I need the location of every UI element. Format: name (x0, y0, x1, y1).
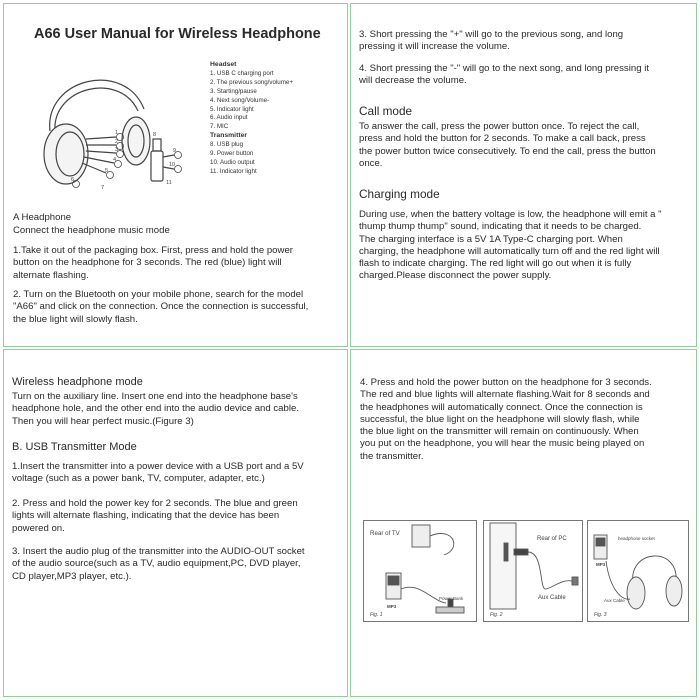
fig3-socket-label: headphone socket (618, 536, 655, 541)
diagram-number-2: 2 (115, 139, 119, 145)
usb-step-3: 3. Insert the audio plug of the transmitter into the AUDIO-OUT socket of the audio source(such as a TV, audio equipment,PC, DVD player, CD player,MP3 player, etc.). (12, 546, 305, 582)
parts-list (210, 61, 293, 177)
charging-mode-heading: Charging mode (359, 187, 440, 201)
call-mode-text: To answer the call, press the power button once. To reject the call, press and hold the button for 2 seconds. To make a call back, press the power button twice consecutively. To end the call, press the button once. (359, 121, 656, 169)
fig2-rear-label: Rear of PC (537, 536, 567, 542)
diagram-number-6: 6 (71, 177, 75, 183)
diagram-number-3: 3 (115, 147, 119, 153)
step-1: 1.Take it out of the packaging box. First, press and hold the power button on the headphone for 3 seconds. The red (blue) light will alternate flashing. (13, 245, 293, 281)
call-mode-heading: Call mode (359, 104, 413, 118)
diagram-number-1: 1 (115, 130, 119, 136)
part-item: 7. MIC (210, 123, 229, 131)
panel-pairing-figures (350, 349, 697, 697)
part-item: 8. USB plug (210, 141, 244, 149)
part-item: 4. Next song/Volume- (210, 96, 270, 104)
fig1-drawing (364, 521, 476, 621)
fig3-aux-label: Aux Cable (604, 598, 625, 603)
fig2-drawing (484, 521, 582, 621)
figure-1 (363, 520, 477, 622)
part-item: 5. Indicator light (210, 105, 254, 113)
fig1-rear-label: Rear of TV (370, 530, 400, 537)
panel-headset-overview (3, 3, 348, 347)
diagram-number-4: 4 (113, 157, 117, 163)
step-3: 3. Short pressing the "+" will go to the previous song, and long pressing it will increase the volume. (359, 29, 624, 53)
part-item: 2. The previous song/volume+ (210, 78, 293, 86)
diagram-number-8: 8 (153, 132, 157, 138)
panel-controls (350, 3, 697, 347)
fig3-label: Fig. 3 (594, 612, 607, 618)
part-item: 6. Audio input (210, 114, 248, 122)
figure-3 (587, 520, 689, 622)
section-a-heading: A Headphone (13, 212, 72, 223)
panel-modes (3, 349, 348, 697)
usb-mode-heading: B. USB Transmitter Mode (12, 441, 137, 453)
diagram-number-5: 5 (105, 168, 109, 174)
part-item: 10. Audio output (210, 158, 255, 166)
section-a-subheading: Connect the headphone music mode (13, 225, 170, 236)
part-item: 3. Starting/pause (210, 87, 257, 95)
transmitter-heading: Transmitter (210, 132, 248, 140)
diagram-number-7: 7 (101, 185, 105, 191)
headset-diagram (24, 59, 224, 189)
pairing-step-4: 4. Press and hold the power button on the headphone for 3 seconds. The red and blue lights will alternate flashing.Wait for 8 seconds and the headphones will automatically connect. Once the connection is successful, the blue light on the headphone will slowly flash, while the blue light on the transmitter will remain on continuously. When you put on the headphone, you will hear the music being played on the transmitter. (360, 377, 652, 462)
diagram-number-11: 11 (166, 180, 172, 186)
fig2-label: Fig. 2 (490, 612, 503, 618)
diagram-number-9: 9 (173, 148, 177, 154)
fig1-mp3-label: MP3 (387, 604, 397, 609)
wireless-mode-heading: Wireless headphone mode (12, 376, 143, 388)
fig2-aux-label: Aux Cable (538, 595, 566, 601)
usb-step-1: 1.Insert the transmitter into a power device with a USB port and a 5V voltage (such as a power bank, TV, computer, adapter, etc.) (12, 461, 304, 485)
step-4: 4. Short pressing the "-" will go to the next song, and long pressing it will decrease the volume. (359, 63, 649, 87)
part-item: 11. Indicator light (210, 167, 257, 175)
headset-heading: Headset (210, 61, 237, 68)
charging-mode-text: During use, when the battery voltage is low, the headphone will emit a " thump thump thump" sound, indicating that it needs to be charged. The charging interface is a 5V 1A Type-C charging port. When charging, the headphone will automatically turn off and the red light will flash to indicate charging. The red light will go out when it is fully charged.Please disconnect the power supply. (359, 209, 662, 282)
diagram-number-10: 10 (169, 162, 176, 168)
usb-step-2: 2. Press and hold the power key for 2 seconds. The blue and green lights will alternate flashing, indicating that the device has been powered on. (12, 498, 298, 534)
fig3-mp3-label: MP3 (596, 562, 606, 567)
manual-title: A66 User Manual for Wireless Headphone (34, 26, 321, 42)
figure-2 (483, 520, 583, 622)
wireless-mode-text: Turn on the auxiliary line. Insert one end into the headphone base's headphone hole, and the other end into the audio device and cable. Then you will hear perfect music.(Figure 3) (12, 391, 299, 427)
fig1-power-label: Power Bank (439, 596, 464, 601)
fig1-label: Fig. 1 (370, 612, 383, 618)
part-item: 1. USB C charging port (210, 69, 274, 77)
part-item: 9. Power button (210, 150, 254, 158)
step-2: 2. Turn on the Bluetooth on your mobile phone, search for the model "A66" and click on the connection. Once the connection is successful, the blue light will slowly flash. (13, 289, 309, 325)
